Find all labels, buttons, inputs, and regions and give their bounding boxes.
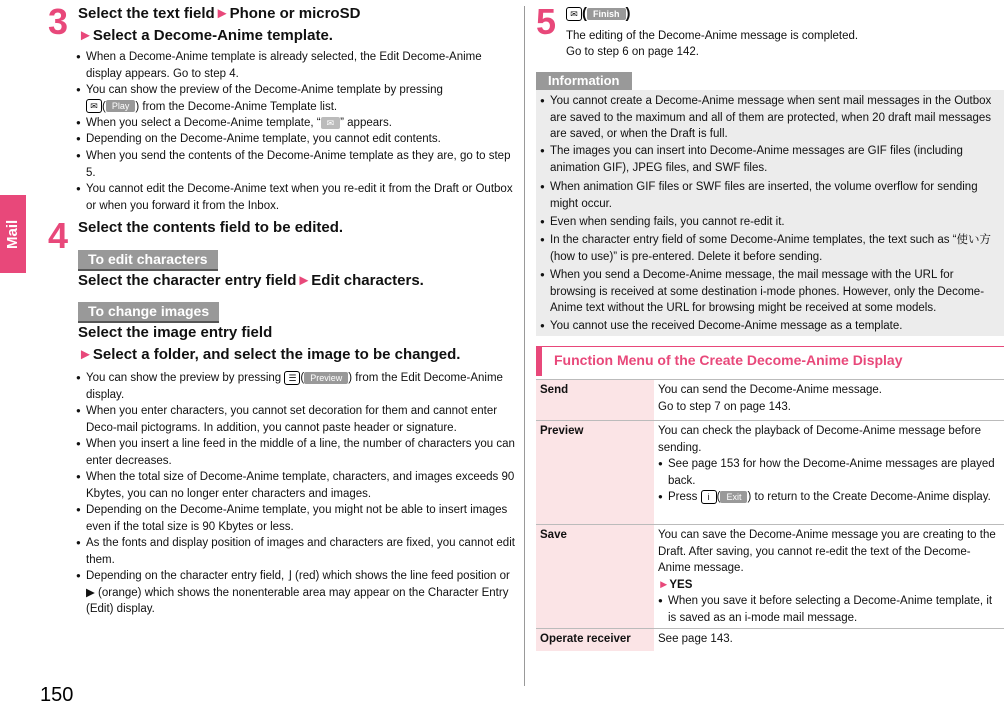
step-5-title: ✉ ( Finish ) — [566, 3, 986, 25]
info-bullet-4: ● Even when sending fails, you cannot re-edit it. — [540, 214, 1002, 231]
change-images-a: Select the image entry field — [78, 324, 273, 341]
finish-softkey: Finish — [587, 8, 626, 20]
step-5-line2: Go to step 6 on page 142. — [566, 46, 699, 58]
table-row — [536, 525, 1004, 629]
play-softkey: Play — [106, 100, 136, 112]
fm-val-operate-receiver: See page 143. — [654, 629, 1004, 651]
step3-bullet-6: ● You cannot edit the Decome-Anime text when you re-edit it from the Draft or Outbox or when you forward it from the Inbox. — [76, 181, 516, 214]
fm-send-line1: You can send the Decome-Anime message. — [658, 384, 882, 396]
step4-bullet-4: ● When the total size of Decome-Anime template, characters, and images exceeds 90 Kbytes, you can no longer enter characters and images. — [76, 469, 516, 502]
fm-save-yes: ►YES — [658, 578, 693, 591]
fm-val-send — [654, 380, 1004, 421]
step3-bullet-3-text: When you select a Decome-Anime template, “ — [86, 117, 321, 129]
edit-characters-b: Edit characters. — [311, 272, 424, 289]
fm-val-preview — [654, 421, 1004, 525]
fm-preview-sub2: ● Press i ( Exit ) to return to the Create Decome-Anime display. — [658, 489, 1000, 506]
preview-softkey: Preview — [304, 372, 348, 384]
side-tab — [0, 0, 26, 704]
edit-characters-instruction: Select the character entry field►Edit characters. — [78, 272, 424, 289]
step-3-title-c: Select a Decome-Anime template. — [92, 27, 333, 44]
step3-bullet-2-text: You can show the preview of the Decome-Anime template by pressing — [86, 84, 443, 96]
mail-key-icon: ✉ — [566, 7, 582, 21]
column-divider — [524, 6, 525, 686]
fm-key-operate-receiver: Operate receiver — [536, 629, 654, 651]
step3-bullet-3 — [76, 115, 516, 132]
fm-send-line2: Go to step 7 on page 143. — [658, 400, 791, 413]
step4-bullet-1: ● You can show the preview by pressing ☰ ( Preview ) from the Edit Decome-Anime display. — [76, 370, 516, 403]
step-3-number: 3 — [48, 1, 69, 42]
edit-characters-a: Select the character entry field — [78, 272, 297, 289]
info-bullet-7: ● You cannot use the received Decome-Anime message as a template. — [540, 318, 1002, 335]
side-tab-label: Mail — [4, 219, 21, 249]
fm-key-send: Send — [536, 380, 654, 421]
step4-bullet-1-text-b: from the Edit Decome-Anime display. — [86, 372, 503, 401]
step3-bullet-2-text-b: from the Decome-Anime Template list. — [142, 100, 338, 113]
change-images-instruction: Select the image entry field ►Select a folder, and select the image to be changed. — [78, 324, 461, 363]
step-5-number: 5 — [536, 1, 557, 42]
info-bullet-3: ● When animation GIF files or SWF files are inserted, the volume overflow for sending might occur. — [540, 179, 1002, 212]
step4-bullet-5: ● Depending on the Decome-Anime template, you might not be able to insert images even if the total size is 90 Kbytes or less. — [76, 502, 516, 535]
fm-save-yes-text: YES — [669, 578, 693, 591]
fm-key-save: Save — [536, 525, 654, 629]
step3-bullet-3-text-b: ” appears. — [340, 117, 392, 129]
step3-bullet-5: ● When you send the contents of the Decome-Anime template as they are, go to step 5. — [76, 148, 516, 181]
deco-anime-icon: ✉ — [321, 117, 341, 129]
page-number: 150 — [40, 684, 74, 704]
fm-save-sub1: ● When you save it before selecting a Decome-Anime template, it is saved as an i-mode mail message. — [658, 593, 1000, 626]
info-bullet-5: ● In the character entry field of some Decome-Anime templates, the text such as “使い方 (how to use)” is pre-entered. Delete it before sending. — [540, 232, 1002, 265]
tag-edit-characters: To edit characters — [78, 250, 218, 271]
table-row — [536, 380, 1004, 421]
step-3-title: Select the text field►Phone or microSD ►Select a Decome-Anime template. — [78, 5, 361, 44]
info-bullet-2: ● The images you can insert into Decome-Anime messages are GIF files (including animation GIF), JPEG files, and SWF files. — [540, 143, 1002, 176]
table-row — [536, 629, 1004, 651]
fm-val-save — [654, 525, 1004, 629]
fm-preview-sub1: ● See page 153 for how the Decome-Anime messages are played back. — [658, 456, 1000, 489]
mail-key-icon: ✉ — [86, 99, 102, 113]
change-images-b: Select a folder, and select the image to be changed. — [92, 346, 461, 363]
step-3-title-a: Select the text field — [78, 5, 215, 22]
info-bullet-6: ● When you send a Decome-Anime message, the mail message with the URL for browsing is received at some destination i-mode phones. However, only the Decome-Anime text without the URL for browsing might be received at some models. — [540, 267, 1002, 317]
function-menu-table — [536, 379, 1004, 651]
step4-bullet-2: ● When you enter characters, you cannot set decoration for them and cannot enter Deco-mail pictograms. In addition, you cannot paste header or signature. — [76, 403, 516, 436]
table-row — [536, 421, 1004, 525]
menu-key-icon: ☰ — [284, 371, 300, 385]
step3-bullet-1: ● When a Decome-Anime template is already selected, the Edit Decome-Anime display appears. Go to step 4. — [76, 49, 516, 82]
imode-key-icon: i — [701, 490, 717, 504]
function-menu-title: Function Menu of the Create Decome-Anime Display — [536, 346, 1004, 376]
step4-bullet-6: ● As the fonts and display position of images and characters are fixed, you cannot edit them. — [76, 535, 516, 568]
step-4-title: Select the contents field to be edited. — [78, 219, 344, 236]
step3-bullet-4: ● Depending on the Decome-Anime template, you cannot edit contents. — [76, 131, 516, 148]
fm-preview-press: Press — [668, 491, 698, 503]
tag-change-images: To change images — [78, 302, 219, 323]
step4-bullet-3: ● When you insert a line feed in the middle of a line, the number of characters you can enter decreases. — [76, 436, 516, 469]
step-5-line1: The editing of the Decome-Anime message is completed. — [566, 30, 859, 42]
information-header: Information — [536, 72, 632, 90]
step3-bullet-2: ● You can show the preview of the Decome-Anime template by pressing ✉ ( Play ) from the Decome-Anime Template list. — [76, 82, 516, 115]
step4-bullet-1-text: You can show the preview by pressing — [86, 372, 282, 384]
fm-preview-press-rest: to return to the Create Decome-Anime display. — [754, 491, 991, 503]
step4-bullet-7: ● Depending on the character entry field, ⌋ (red) which shows the line feed position or ▶ (orange) which shows the nonenterable area may appear on the Character Entry (Edit) display. — [76, 568, 516, 618]
fm-save-line1: You can save the Decome-Anime message you are creating to the Draft. After saving, you cannot re-edit the text of the Decome-Anime message. — [658, 529, 996, 574]
fm-key-preview: Preview — [536, 421, 654, 525]
step-3-title-b: Phone or microSD — [229, 5, 361, 22]
step-4-number: 4 — [48, 215, 69, 256]
info-bullet-1: ● You cannot create a Decome-Anime message when sent mail messages in the Outbox are saved to the maximum and all of them are protected, when 20 draft mail messages are saved, or when the Draft is full. — [540, 93, 1002, 143]
fm-preview-line1: You can check the playback of Decome-Anime message before sending. — [658, 425, 982, 454]
exit-softkey: Exit — [720, 491, 747, 503]
